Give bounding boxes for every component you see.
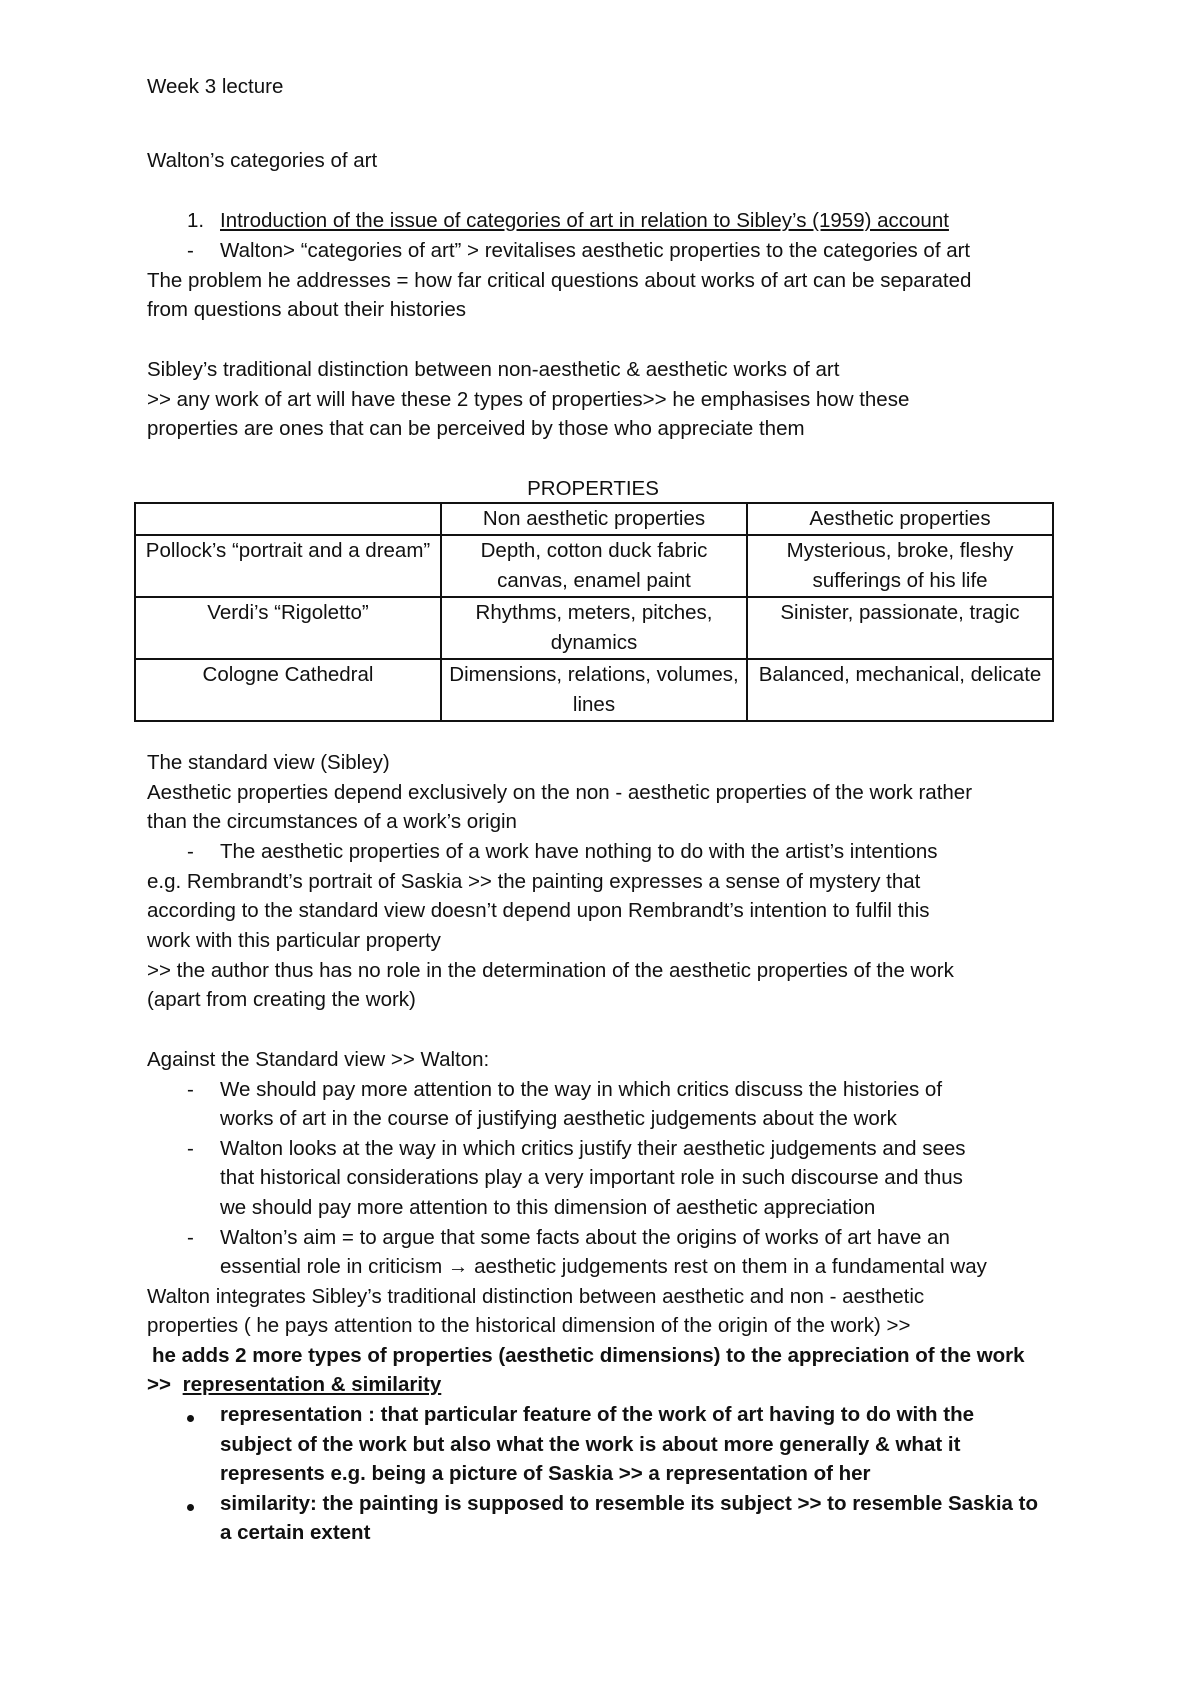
dash-marker: - [187,239,194,262]
standard-view-line-6: >> the author thus has no role in the determination of the aesthetic properties of the work [147,959,954,982]
against-dash-1-line-2: works of art in the course of justifying aesthetic judgements about the work [220,1107,897,1130]
table-caption: PROPERTIES [527,477,659,500]
sibley-line-1: Sibley’s traditional distinction between non-aesthetic & aesthetic works of art [147,358,840,381]
standard-view-line-4: according to the standard view doesn’t depend upon Rembrandt’s intention to fulfil this [147,899,930,922]
section-number: 1. [187,209,205,232]
bullet-icon [187,1504,194,1511]
table-cell: Pollock’s “portrait and a dream” [135,535,441,597]
dash-marker: - [187,1078,194,1101]
problem-line-1: The problem he addresses = how far critical questions about works of art can be separated [147,269,972,292]
table-cell: Mysterious, broke, fleshy sufferings of his life [747,535,1053,597]
dash-marker: - [187,840,194,863]
problem-line-2: from questions about their histories [147,298,467,321]
sibley-line-2: >> any work of art will have these 2 types of properties>> he emphasises how these [147,388,910,411]
against-dash-3-text-a: essential role in criticism [220,1255,443,1278]
against-dash-2-line-2: that historical considerations play a very important role in such discourse and thus [220,1166,963,1189]
table-header-cell: Aesthetic properties [747,503,1053,535]
standard-view-heading: The standard view (Sibley) [147,751,390,774]
properties-table [134,502,1054,722]
standard-view-line-3: e.g. Rembrandt’s portrait of Saskia >> the painting expresses a sense of mystery that [147,870,921,893]
bullet-1-line-1: representation : that particular feature of the work of art having to do with the [220,1403,975,1426]
against-dash-2-line-1: Walton looks at the way in which critics justify their aesthetic judgements and sees [220,1137,966,1160]
walton-categories-line: Walton> “categories of art” > revitalises aesthetic properties to the categories of art [220,239,971,262]
integrates-line-4 [147,1370,441,1400]
standard-view-line-5: work with this particular property [147,929,441,952]
integrates-line-2: properties ( he pays attention to the historical dimension of the origin of the work) >> [147,1314,911,1337]
doc-title: Week 3 lecture [147,75,284,98]
sibley-line-3: properties are ones that can be perceived by those who appreciate them [147,417,805,440]
table-header-row [135,503,1053,535]
table-header-cell: Non aesthetic properties [441,503,747,535]
standard-view-dash: The aesthetic properties of a work have nothing to do with the artist’s intentions [220,840,938,863]
bullet-icon [187,1415,194,1422]
against-dash-3-text-b: aesthetic judgements rest on them in a fundamental way [474,1255,987,1278]
against-dash-3-line-2 [220,1252,987,1282]
table-cell: Sinister, passionate, tragic [747,597,1053,659]
standard-view-line-2: than the circumstances of a work’s origin [147,810,517,833]
table-row [135,535,1053,597]
table-cell: Rhythms, meters, pitches, dynamics [441,597,747,659]
table-cell: Depth, cotton duck fabric canvas, enamel paint [441,535,747,597]
integrates-line-1: Walton integrates Sibley’s traditional distinction between aesthetic and non - aesthetic [147,1285,925,1308]
bullet-2-line-1: similarity: the painting is supposed to resemble its subject >> to resemble Saskia to [220,1492,1038,1515]
table-cell: Verdi’s “Rigoletto” [135,597,441,659]
table-row [135,659,1053,721]
table-cell: Dimensions, relations, volumes, lines [441,659,747,721]
against-dash-2-line-3: we should pay more attention to this dimension of aesthetic appreciation [220,1196,876,1219]
integrates-line-4-underlined: representation & similarity [182,1373,442,1396]
dash-marker: - [187,1226,194,1249]
integrates-line-4-prefix: >> [147,1373,171,1396]
against-dash-1-line-1: We should pay more attention to the way in which critics discuss the histories of [220,1078,943,1101]
bullet-1-line-3: represents e.g. being a picture of Saskia >> a representation of her [220,1462,871,1485]
standard-view-line-1: Aesthetic properties depend exclusively on the non - aesthetic properties of the work rather [147,781,973,804]
table-header-cell [135,503,441,535]
against-dash-3-line-1: Walton’s aim = to argue that some facts about the origins of works of art have an [220,1226,950,1249]
bullet-2-line-2: a certain extent [220,1521,371,1544]
right-arrow-icon: → [447,1255,469,1278]
standard-view-line-7: (apart from creating the work) [147,988,416,1011]
bullet-1-line-2: subject of the work but also what the work is about more generally & what it [220,1433,961,1456]
table-cell: Balanced, mechanical, delicate [747,659,1053,721]
doc-subtitle: Walton’s categories of art [147,149,378,172]
section-heading: Introduction of the issue of categories of art in relation to Sibley’s (1959) account [220,209,949,232]
table-cell: Cologne Cathedral [135,659,441,721]
against-heading: Against the Standard view >> Walton: [147,1048,490,1071]
integrates-line-3: he adds 2 more types of properties (aesthetic dimensions) to the appreciation of the work [152,1344,1025,1367]
dash-marker: - [187,1137,194,1160]
table-row [135,597,1053,659]
